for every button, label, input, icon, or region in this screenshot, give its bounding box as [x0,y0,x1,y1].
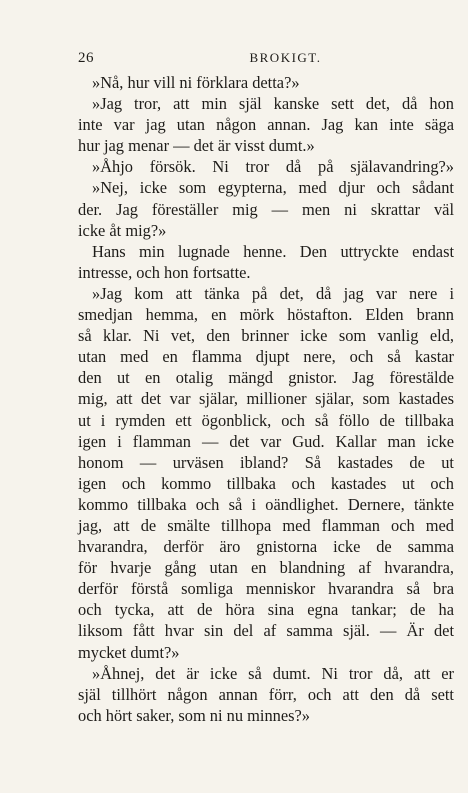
text-line: »Jag tror, att min själ kanske sett det, då hon [92,94,454,114]
text-line: mycket dumt?» [78,642,180,662]
text-line: icke åt mig?» [78,220,167,240]
text-line: den ut en otalig mängd gnistor. Jag förestälde [78,368,454,388]
running-head: BROKIGT. [249,50,322,65]
body-text [78,72,454,726]
text-line: mig, att det var själar, millioner själar, som kastades [78,389,454,409]
text-line: liksom fått hvar sin del af samma själ. — Är det [78,621,454,641]
text-line: derför förstå somliga menniskor hvarandra så bra [78,579,454,599]
text-line: der. Jag föreställer mig — men ni skrattar väl [78,199,454,219]
page-number: 26 [78,50,94,66]
text-line: och hört saker, som ni nu minnes?» [78,705,310,725]
text-line: utan med en flamma djupt nere, och så kastar [78,347,454,367]
text-line: själ tillhört någon annan förr, och att den då sett [78,684,454,704]
text-line: kommo tillbaka och så i oändlighet. Dernere, tänkte [78,494,454,514]
text-line: hur jag menar — det är visst dumt.» [78,136,315,156]
text-line: »Åhnej, det är icke så dumt. Ni tror då, att er [92,663,454,683]
text-line: ut i rymden ett ögonblick, och så föllo de tillbaka [78,410,454,430]
text-line: honom — urväsen ibland? Så kastades de ut [78,452,454,472]
text-line: för hvarje gång utan en blandning af hvarandra, [78,558,454,578]
text-line: igen i flamman — det var Gud. Kallar man icke [78,431,454,451]
text-line: och tycka, att de höra sina egna tankar; de ha [78,600,454,620]
text-line: så klar. Ni vet, den brinner icke som vanlig eld, [78,326,454,346]
text-line: »Jag kom att tänka på det, då jag var nere i [92,283,454,303]
text-line: »Nå, hur vill ni förklara detta?» [92,73,300,92]
text-line: igen och kommo tillbaka och kastades ut och [78,473,454,493]
text-line: jag, att de smälte tillhopa med flamman och med [78,515,454,535]
text-line: intresse, och hon fortsatte. [78,262,251,282]
page-header [78,50,453,70]
text-line: smedjan hemma, en mörk höstafton. Elden brann [78,305,454,325]
text-line: hvarandra, derför äro gnistorna icke de samma [78,537,454,557]
text-line: »Åhjo försök. Ni tror då på själavandring?» [92,157,454,177]
text-line: Hans min lugnade henne. Den uttryckte endast [92,241,454,261]
text-line: inte var jag utan någon annan. Jag kan inte säga [78,115,454,135]
text-line: »Nej, icke som egypterna, med djur och sådant [92,178,454,198]
